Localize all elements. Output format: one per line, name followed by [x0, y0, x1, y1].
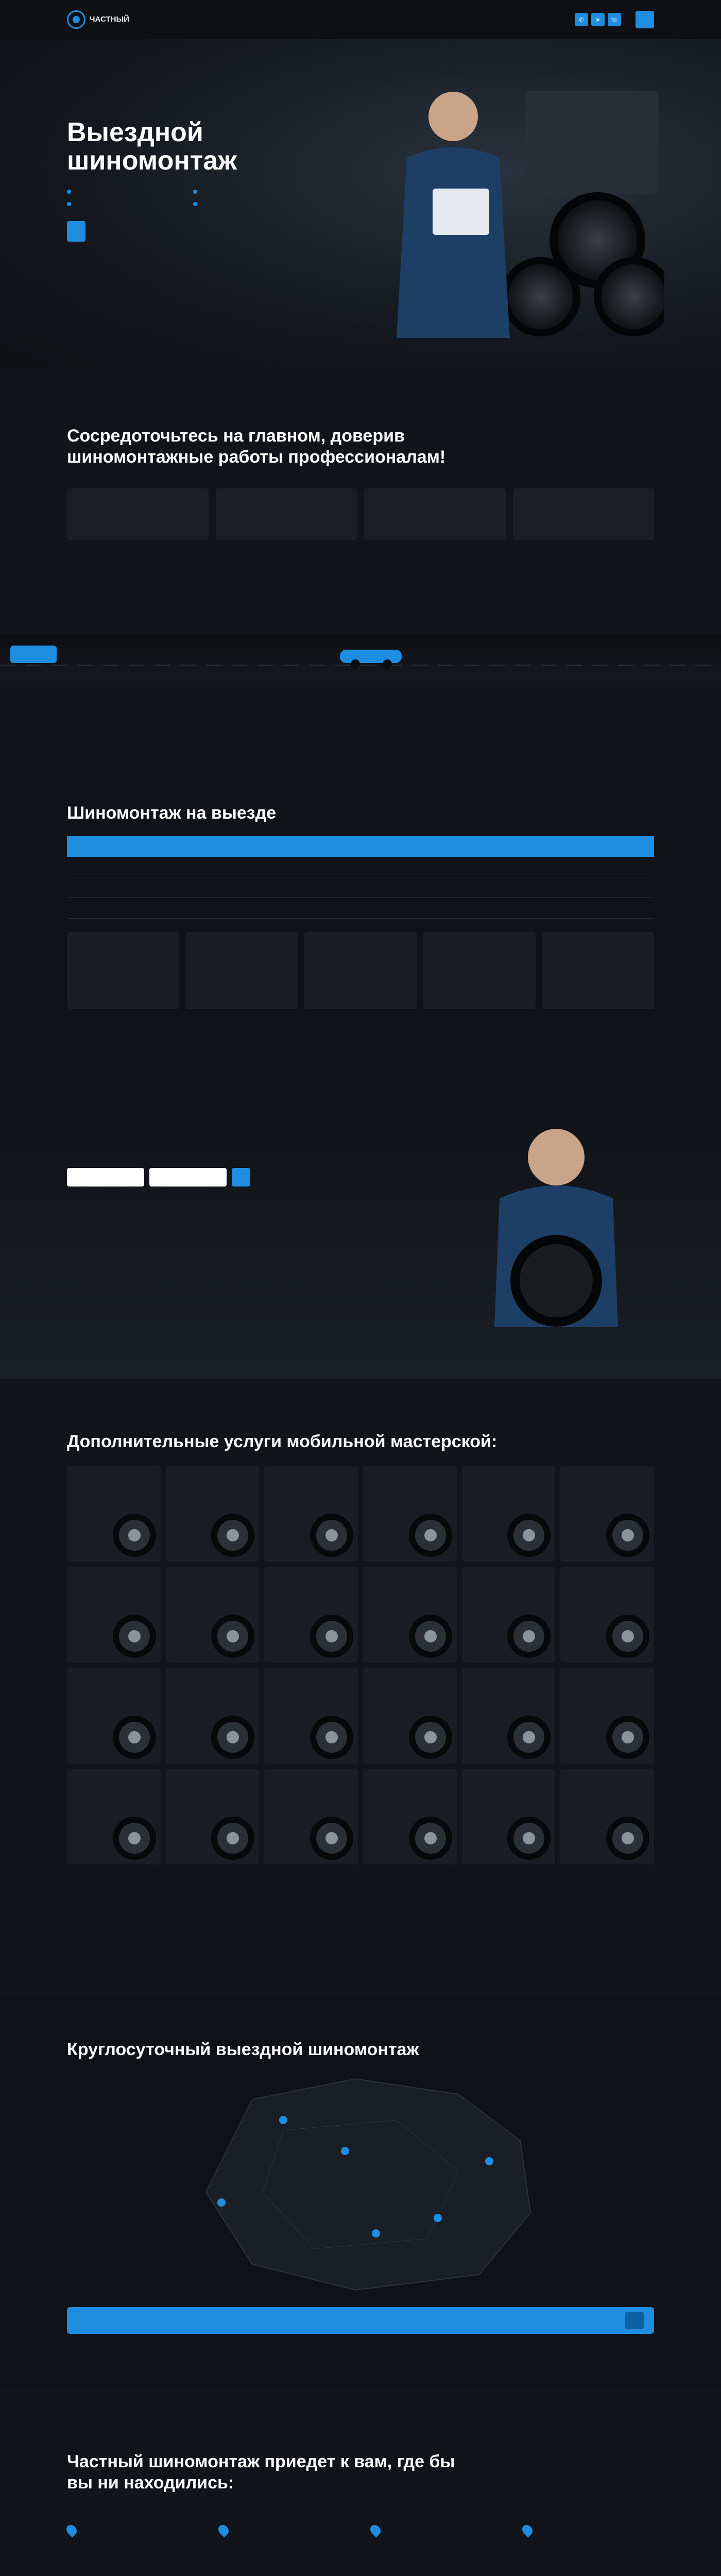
service-title — [269, 1673, 353, 1680]
location-item — [371, 2524, 502, 2559]
check-icon — [193, 202, 197, 206]
service-title — [368, 1471, 452, 1478]
price-cell — [610, 898, 654, 919]
tire-icon — [605, 1815, 651, 1861]
location-text — [371, 2552, 502, 2559]
check-icon — [67, 190, 71, 194]
price-cell — [346, 877, 390, 898]
price-card[interactable] — [67, 932, 179, 1009]
tire-icon — [506, 1613, 552, 1659]
tire-icon — [111, 1613, 158, 1659]
price-cell — [258, 857, 302, 877]
service-title — [565, 1471, 649, 1478]
price-cell — [522, 857, 566, 877]
service-card[interactable] — [462, 1668, 556, 1764]
coverage-map[interactable] — [67, 2069, 654, 2295]
phone-input[interactable] — [149, 1168, 227, 1187]
service-title — [269, 1572, 353, 1579]
price-cell — [522, 877, 566, 898]
tire-icon — [111, 1815, 158, 1861]
check-icon — [67, 202, 71, 206]
service-card[interactable] — [363, 1466, 457, 1562]
price-table — [67, 836, 654, 919]
price-cell — [214, 877, 258, 898]
hero-cta-button[interactable] — [67, 221, 85, 242]
location-pin-icon — [216, 2522, 231, 2537]
consult-title — [67, 1131, 386, 1153]
price-cell — [610, 877, 654, 898]
service-card[interactable] — [67, 1567, 161, 1663]
tire-icon — [407, 1714, 454, 1760]
hero-section — [0, 39, 721, 369]
service-card[interactable] — [560, 1567, 654, 1663]
price-cell — [170, 877, 214, 898]
service-title — [467, 1673, 551, 1680]
location-title — [523, 2541, 654, 2549]
table-header-cell — [302, 836, 346, 857]
price-cell — [258, 877, 302, 898]
service-card[interactable] — [67, 1769, 161, 1865]
service-card[interactable] — [264, 1668, 358, 1764]
services-kicker — [67, 1420, 654, 1428]
service-title — [171, 1673, 254, 1680]
service-card[interactable] — [166, 1567, 260, 1663]
service-card[interactable] — [166, 1466, 260, 1562]
focus-section — [0, 369, 721, 730]
locations-section — [0, 2388, 721, 2576]
service-title — [72, 1774, 156, 1781]
map-kicker — [67, 2028, 654, 2036]
tire-icon — [605, 1512, 651, 1558]
service-card[interactable] — [363, 1668, 457, 1764]
service-title — [565, 1774, 649, 1781]
prices-title: Шиномонтаж на выезде — [67, 803, 277, 823]
price-cards — [67, 932, 654, 1009]
table-row — [67, 877, 654, 898]
service-title — [171, 1774, 254, 1781]
map-banner-button[interactable] — [625, 2312, 644, 2329]
location-text — [67, 2552, 198, 2559]
mechanic-photo — [479, 1111, 633, 1327]
location-item — [219, 2524, 350, 2559]
service-title — [72, 1572, 156, 1579]
price-cell — [566, 857, 610, 877]
tire-icon — [605, 1613, 651, 1659]
service-card[interactable] — [560, 1668, 654, 1764]
location-text — [523, 2552, 654, 2559]
tire-icon — [308, 1613, 355, 1659]
price-card[interactable] — [423, 932, 535, 1009]
service-card[interactable] — [462, 1769, 556, 1865]
prices-section — [0, 730, 721, 1090]
hero-benefit — [193, 200, 309, 208]
hero-benefit — [67, 188, 183, 195]
tire-icon — [111, 1512, 158, 1558]
row-label — [67, 857, 170, 877]
site-header — [0, 0, 721, 39]
service-title — [368, 1774, 452, 1781]
price-cell — [522, 898, 566, 919]
service-card[interactable] — [264, 1567, 358, 1663]
hero-benefit — [193, 188, 309, 195]
services-title: Дополнительные услуги мобильной мастерской: — [67, 1432, 497, 1451]
table-header-cell — [170, 836, 214, 857]
location-item — [67, 2524, 198, 2559]
tire-icon — [308, 1815, 355, 1861]
price-cell — [566, 898, 610, 919]
price-cell — [170, 898, 214, 919]
service-title — [72, 1471, 156, 1478]
tire-icon — [111, 1714, 158, 1760]
hero-benefit — [67, 200, 183, 208]
service-title — [269, 1774, 353, 1781]
price-cell — [214, 857, 258, 877]
price-cell — [478, 898, 522, 919]
tire-icon — [407, 1815, 454, 1861]
price-cell — [346, 857, 390, 877]
service-title — [171, 1471, 254, 1478]
table-header-cell — [258, 836, 302, 857]
tire-icon — [210, 1512, 256, 1558]
feature-cards — [67, 488, 654, 540]
feature-card — [67, 488, 209, 540]
service-title — [72, 1673, 156, 1680]
feature-card — [216, 488, 357, 540]
price-cell — [478, 857, 522, 877]
service-card[interactable] — [560, 1769, 654, 1865]
table-header-cell — [434, 836, 478, 857]
service-card[interactable] — [166, 1769, 260, 1865]
service-card[interactable] — [166, 1668, 260, 1764]
tire-icon — [605, 1714, 651, 1760]
service-card[interactable] — [264, 1769, 358, 1865]
service-title — [368, 1673, 452, 1680]
row-label — [67, 877, 170, 898]
price-cell — [390, 898, 434, 919]
table-header-cell — [566, 836, 610, 857]
price-cell — [390, 877, 434, 898]
service-title — [565, 1572, 649, 1579]
location-item — [523, 2524, 654, 2559]
service-card[interactable] — [67, 1466, 161, 1562]
service-title — [467, 1774, 551, 1781]
price-cell — [302, 857, 346, 877]
services-grid — [67, 1466, 654, 1865]
location-text — [219, 2552, 350, 2559]
social-links — [575, 13, 621, 26]
locations-kicker — [67, 2440, 654, 2448]
check-icon — [193, 190, 197, 194]
location-title — [371, 2541, 502, 2549]
table-row — [67, 898, 654, 919]
tire-icon — [506, 1512, 552, 1558]
table-header-cell — [67, 836, 170, 857]
location-pin-icon — [64, 2522, 79, 2537]
price-cell — [566, 877, 610, 898]
service-title — [269, 1471, 353, 1478]
price-cell — [302, 898, 346, 919]
name-input[interactable] — [67, 1168, 144, 1187]
tire-icon — [407, 1613, 454, 1659]
table-header-cell — [522, 836, 566, 857]
price-cell — [434, 898, 478, 919]
feature-card — [364, 488, 506, 540]
hero-title: Выездной шиномонтаж — [67, 117, 237, 176]
service-card[interactable] — [67, 1668, 161, 1764]
tire-icon — [506, 1714, 552, 1760]
tire-icon — [308, 1512, 355, 1558]
map-banner — [67, 2307, 654, 2334]
table-header-cell — [346, 836, 390, 857]
service-title — [368, 1572, 452, 1579]
consultation-section — [0, 1090, 721, 1379]
table-header-cell — [214, 836, 258, 857]
tire-icon — [407, 1512, 454, 1558]
price-cell — [478, 877, 522, 898]
service-card[interactable] — [462, 1466, 556, 1562]
location-pin-icon — [520, 2522, 535, 2537]
price-card[interactable] — [542, 932, 654, 1009]
map-title: Круглосуточный выездной шиномонтаж — [67, 2040, 419, 2059]
consult-submit-button[interactable] — [232, 1168, 250, 1187]
row-label — [67, 898, 170, 919]
tire-icon — [210, 1714, 256, 1760]
location-pin-icon — [368, 2522, 383, 2537]
price-card[interactable] — [304, 932, 417, 1009]
locations-title: Частный шиномонтаж приедет к вам, где бы вы ни находились: — [67, 2452, 455, 2493]
service-title — [565, 1673, 649, 1680]
price-cell — [390, 857, 434, 877]
services-section — [0, 1379, 721, 1997]
table-row — [67, 857, 654, 877]
table-header-cell — [390, 836, 434, 857]
whatsapp-icon[interactable]: ✆ — [575, 13, 588, 26]
price-cell — [302, 877, 346, 898]
service-card[interactable] — [363, 1769, 457, 1865]
prices-kicker — [67, 791, 654, 800]
logo-icon — [67, 10, 85, 29]
price-cell — [434, 857, 478, 877]
service-title — [467, 1572, 551, 1579]
tire-icon — [308, 1714, 355, 1760]
tire-icon — [210, 1613, 256, 1659]
locations-grid — [67, 2524, 654, 2576]
price-card[interactable] — [185, 932, 298, 1009]
focus-title: Сосредоточьтесь на главном, доверив шиномонтажные работы профессионалам! — [67, 426, 446, 467]
price-cell — [170, 857, 214, 877]
header-cta-button[interactable] — [636, 11, 654, 28]
price-cell — [610, 857, 654, 877]
price-cell — [258, 898, 302, 919]
service-card[interactable] — [462, 1567, 556, 1663]
mechanic-with-tires-photo — [355, 70, 664, 338]
hero-benefits — [67, 188, 309, 208]
service-title — [171, 1572, 254, 1579]
service-card[interactable] — [560, 1466, 654, 1562]
price-cell — [346, 898, 390, 919]
service-card[interactable] — [264, 1466, 358, 1562]
logo-title: ЧАСТНЫЙ — [90, 15, 129, 24]
feature-card — [513, 488, 655, 540]
viber-icon[interactable]: ☏ — [608, 13, 621, 26]
price-cell — [434, 877, 478, 898]
tire-icon — [210, 1815, 256, 1861]
cars-illustration — [0, 634, 721, 681]
table-header-cell — [478, 836, 522, 857]
location-title — [67, 2541, 198, 2549]
table-header-cell — [610, 836, 654, 857]
road-illustration — [0, 634, 721, 681]
price-cell — [214, 898, 258, 919]
telegram-icon[interactable]: ➤ — [591, 13, 605, 26]
service-card[interactable] — [363, 1567, 457, 1663]
logo[interactable] — [67, 10, 129, 29]
service-title — [467, 1471, 551, 1478]
map-section — [0, 1997, 721, 2388]
location-title — [219, 2541, 350, 2549]
tire-icon — [506, 1815, 552, 1861]
hero-kicker — [67, 106, 309, 114]
